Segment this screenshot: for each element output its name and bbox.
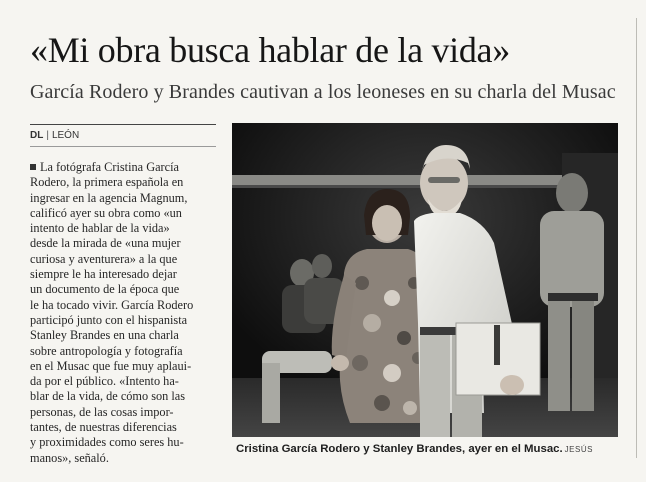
body-line: da por el público. «Intento ha- [30, 374, 179, 389]
body-line: le ha tocado vivir. García Rodero [30, 297, 194, 312]
paragraph-bullet-icon [30, 164, 36, 170]
body-line: en el Musac que fue muy aplaui- [30, 358, 192, 373]
photo-credit: JESÚS [564, 445, 593, 454]
body-line: blar de la vida, de cómo son las [30, 389, 186, 404]
body-line: siempre le ha interesado dejar [30, 267, 177, 282]
headline: «Mi obra busca hablar de la vida» [30, 30, 510, 70]
body-line: tantes, de nuestras diferencias [30, 420, 177, 435]
byline [30, 130, 79, 142]
body-line: participó junto con el hispanista [30, 312, 188, 327]
byline-top-rule [30, 124, 216, 125]
photo-illustration [232, 123, 618, 437]
body-line: personas, de las cosas impor- [30, 404, 174, 419]
body-line: Stanley Brandes en una charla [30, 328, 179, 343]
body-line: curiosa y aventurera» a la que [30, 251, 178, 266]
body-line: y proximidades como seres hu- [30, 435, 184, 450]
body-line: ingresar en la agencia Magnum, [30, 190, 188, 205]
column-divider [636, 18, 637, 458]
article-body [30, 160, 220, 466]
body-line: manos», señaló. [30, 450, 109, 465]
body-line: La fotógrafa Cristina García [30, 160, 220, 175]
byline-source: DL [30, 130, 44, 141]
byline-separator: | [46, 130, 49, 141]
caption-text: Cristina García Rodero y Stanley Brandes, ayer en el Musac. [236, 443, 563, 455]
byline-location: LEÓN [51, 130, 80, 141]
body-line: calificó ayer su obra como «un [30, 205, 182, 220]
body-line: sobre antropología y fotografía [30, 343, 183, 358]
news-photo [232, 123, 618, 437]
body-line: un documento de la época que [30, 282, 180, 297]
photo-caption [236, 442, 626, 457]
body-line: Rodero, la primera española en [30, 175, 184, 190]
subheadline: García Rodero y Brandes cautivan a los leoneses en su charla del Musac [30, 81, 616, 103]
body-line: intento de hablar de la vida» [30, 221, 170, 236]
body-line: desde la mirada de «una mujer [30, 236, 181, 251]
byline-bottom-rule [30, 146, 216, 147]
